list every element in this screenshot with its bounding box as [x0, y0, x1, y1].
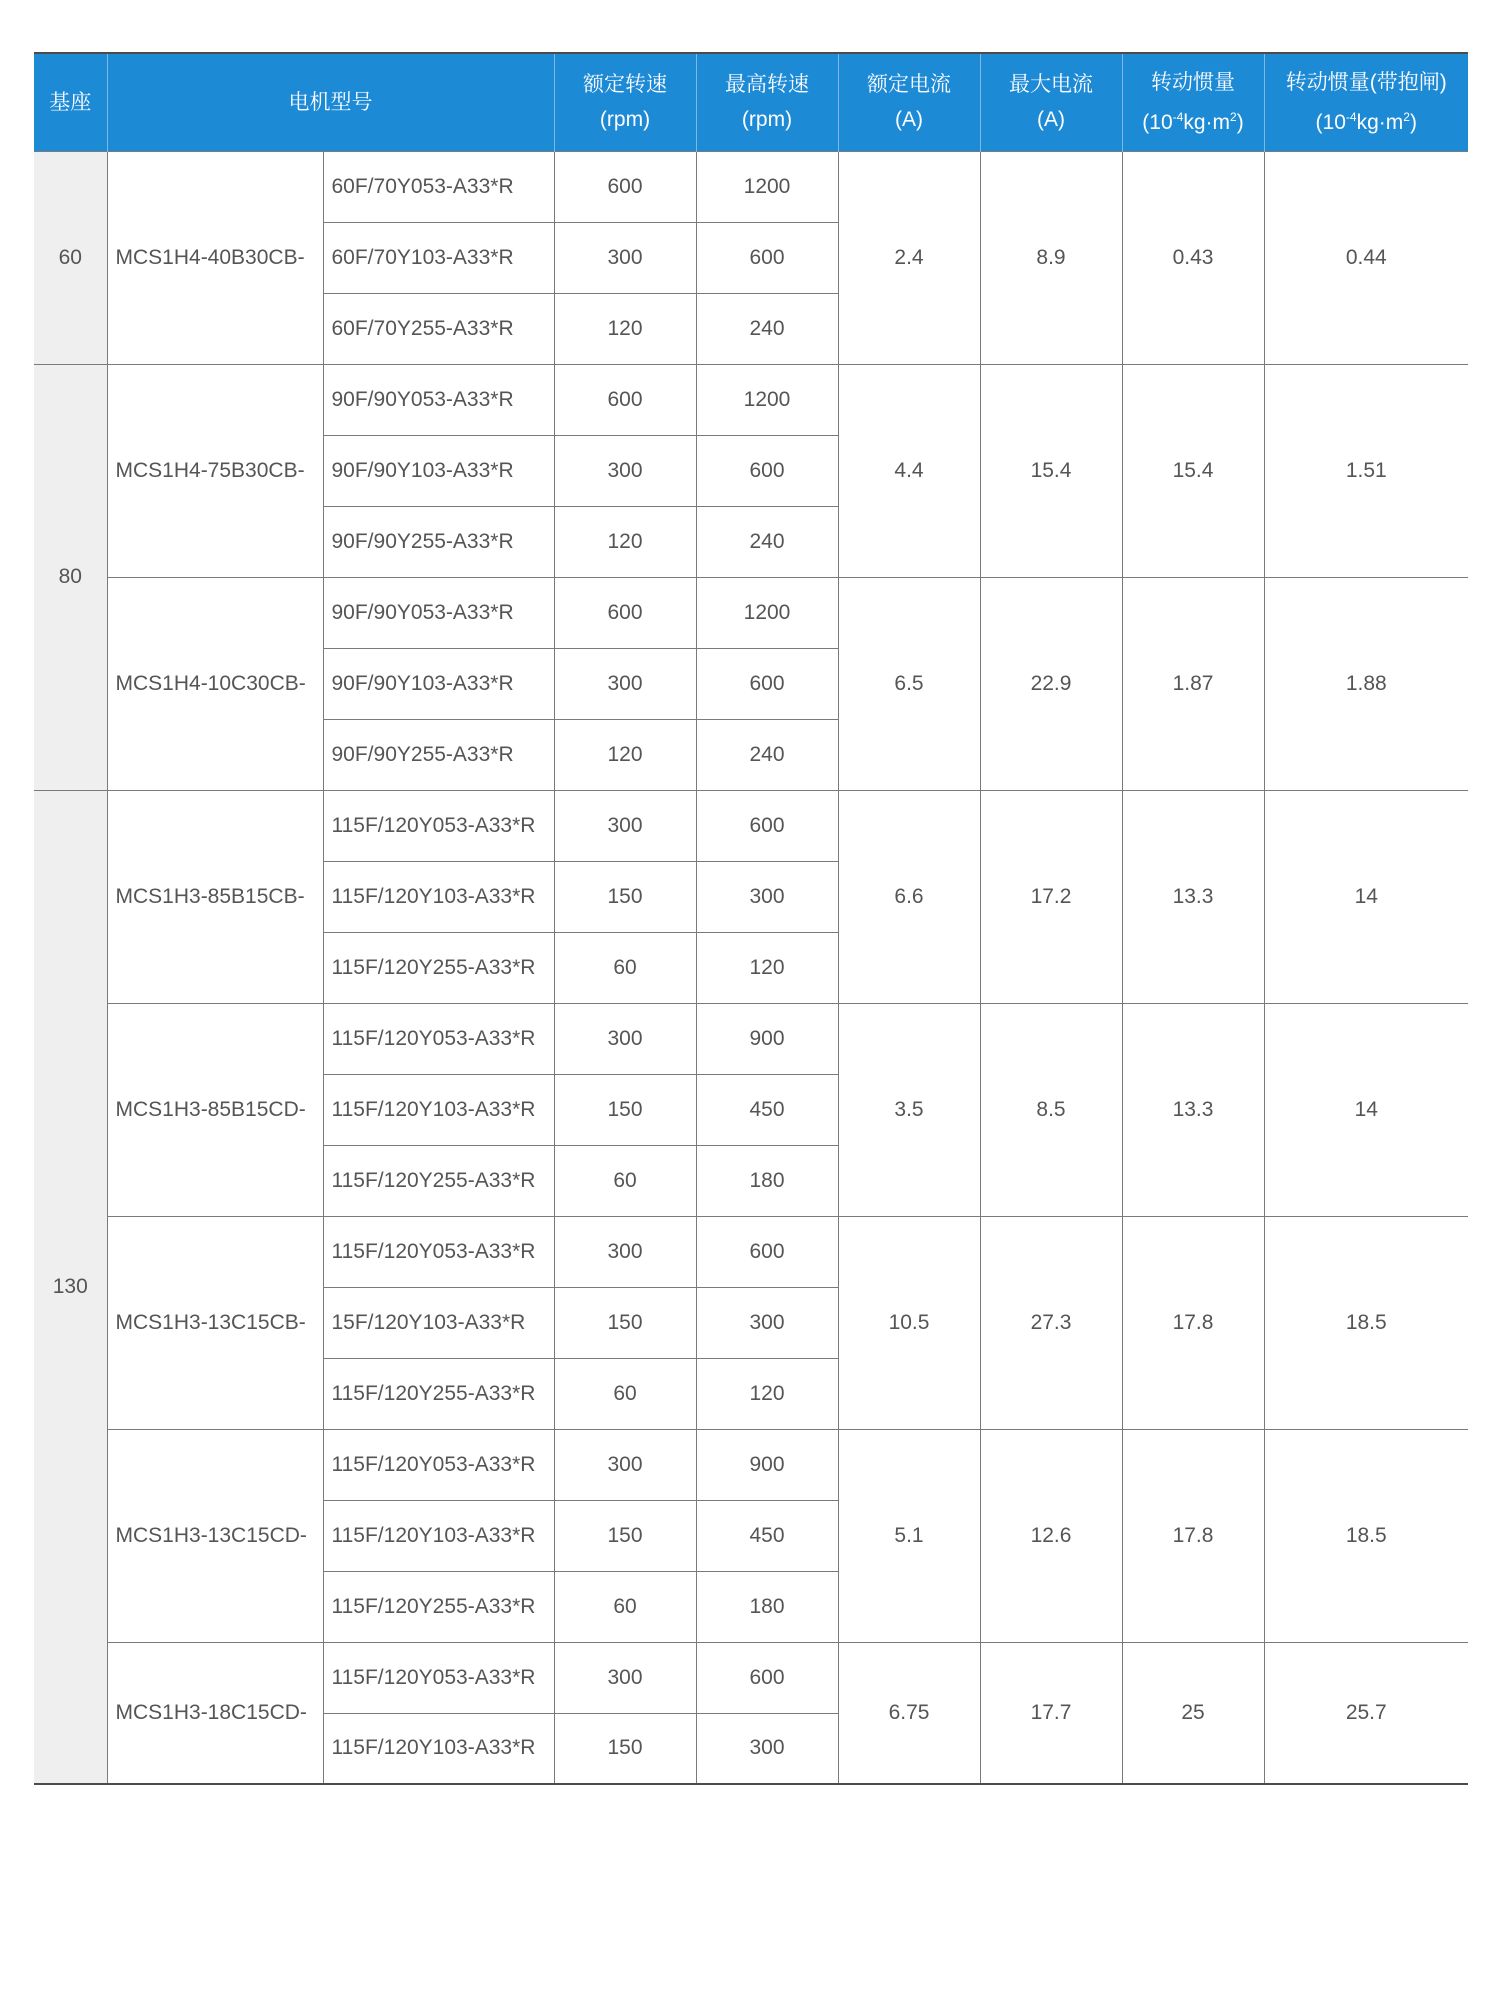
rated-speed-cell: 150	[554, 1074, 696, 1145]
model-cell: MCS1H4-10C30CB-	[107, 577, 323, 790]
table-row	[34, 151, 1468, 222]
rated-speed-cell: 150	[554, 1500, 696, 1571]
table-header	[34, 53, 1468, 151]
suffix-cell: 115F/120Y053-A33*R	[323, 1642, 554, 1713]
rated-speed-cell: 300	[554, 1429, 696, 1500]
inertia-cell: 13.3	[1122, 1003, 1264, 1216]
max-speed-cell: 300	[696, 1713, 838, 1784]
rated-speed-cell: 600	[554, 364, 696, 435]
max-speed-cell: 1200	[696, 577, 838, 648]
inertia-brake-cell: 14	[1264, 1003, 1468, 1216]
max-speed-cell: 1200	[696, 151, 838, 222]
inertia-cell: 17.8	[1122, 1429, 1264, 1642]
table-row	[34, 1216, 1468, 1287]
base-cell: 130	[34, 790, 107, 1784]
table-row	[34, 1642, 1468, 1713]
inertia-brake-cell: 18.5	[1264, 1216, 1468, 1429]
suffix-cell: 115F/120Y103-A33*R	[323, 1713, 554, 1784]
suffix-cell: 115F/120Y053-A33*R	[323, 1429, 554, 1500]
suffix-cell: 115F/120Y255-A33*R	[323, 1571, 554, 1642]
suffix-cell: 115F/120Y255-A33*R	[323, 1145, 554, 1216]
rated-speed-cell: 120	[554, 719, 696, 790]
rated-current-cell: 10.5	[838, 1216, 980, 1429]
max-speed-cell: 600	[696, 648, 838, 719]
suffix-cell: 15F/120Y103-A33*R	[323, 1287, 554, 1358]
table-row	[34, 1429, 1468, 1500]
header-rated-speed: 额定转速 (rpm)	[554, 53, 696, 151]
rated-speed-cell: 60	[554, 1571, 696, 1642]
model-cell: MCS1H3-85B15CB-	[107, 790, 323, 1003]
rated-current-cell: 6.6	[838, 790, 980, 1003]
max-current-cell: 15.4	[980, 364, 1122, 577]
model-cell: MCS1H3-13C15CB-	[107, 1216, 323, 1429]
max-current-cell: 27.3	[980, 1216, 1122, 1429]
max-speed-cell: 600	[696, 435, 838, 506]
inertia-cell: 25	[1122, 1642, 1264, 1784]
max-speed-cell: 180	[696, 1571, 838, 1642]
max-speed-cell: 1200	[696, 364, 838, 435]
suffix-cell: 115F/120Y053-A33*R	[323, 790, 554, 861]
max-speed-cell: 120	[696, 932, 838, 1003]
max-speed-cell: 180	[696, 1145, 838, 1216]
header-max-speed: 最高转速 (rpm)	[696, 53, 838, 151]
suffix-cell: 115F/120Y255-A33*R	[323, 1358, 554, 1429]
rated-speed-cell: 600	[554, 577, 696, 648]
inertia-brake-cell: 0.44	[1264, 151, 1468, 364]
base-cell: 80	[34, 364, 107, 790]
header-inertia: 转动惯量 $(10^{-4}kg\cdot m^2)$	[1122, 53, 1264, 151]
inertia-cell: 1.87	[1122, 577, 1264, 790]
table-row	[34, 1003, 1468, 1074]
rated-speed-cell: 300	[554, 1642, 696, 1713]
rated-speed-cell: 600	[554, 151, 696, 222]
rated-current-cell: 2.4	[838, 151, 980, 364]
max-speed-cell: 300	[696, 861, 838, 932]
inertia-brake-cell: 25.7	[1264, 1642, 1468, 1784]
base-cell: 60	[34, 151, 107, 364]
rated-current-cell: 3.5	[838, 1003, 980, 1216]
suffix-cell: 90F/90Y103-A33*R	[323, 648, 554, 719]
max-current-cell: 12.6	[980, 1429, 1122, 1642]
suffix-cell: 60F/70Y103-A33*R	[323, 222, 554, 293]
table-row	[34, 577, 1468, 648]
rated-speed-cell: 300	[554, 435, 696, 506]
rated-speed-cell: 60	[554, 1145, 696, 1216]
suffix-cell: 60F/70Y053-A33*R	[323, 151, 554, 222]
suffix-cell: 90F/90Y255-A33*R	[323, 506, 554, 577]
max-speed-cell: 600	[696, 1642, 838, 1713]
inertia-cell: 15.4	[1122, 364, 1264, 577]
inertia-cell: 13.3	[1122, 790, 1264, 1003]
rated-speed-cell: 300	[554, 222, 696, 293]
max-speed-cell: 450	[696, 1074, 838, 1145]
table-body	[34, 151, 1468, 1784]
rated-current-cell: 4.4	[838, 364, 980, 577]
max-speed-cell: 900	[696, 1003, 838, 1074]
rated-speed-cell: 120	[554, 506, 696, 577]
rated-current-cell: 5.1	[838, 1429, 980, 1642]
suffix-cell: 90F/90Y053-A33*R	[323, 364, 554, 435]
max-current-cell: 8.5	[980, 1003, 1122, 1216]
rated-speed-cell: 150	[554, 1287, 696, 1358]
rated-speed-cell: 300	[554, 790, 696, 861]
max-speed-cell: 240	[696, 506, 838, 577]
model-cell: MCS1H3-18C15CD-	[107, 1642, 323, 1784]
motor-spec-table	[34, 52, 1468, 1785]
inertia-brake-cell: 1.88	[1264, 577, 1468, 790]
max-current-cell: 22.9	[980, 577, 1122, 790]
max-speed-cell: 600	[696, 222, 838, 293]
rated-speed-cell: 300	[554, 648, 696, 719]
suffix-cell: 60F/70Y255-A33*R	[323, 293, 554, 364]
rated-speed-cell: 150	[554, 1713, 696, 1784]
inertia-brake-cell: 14	[1264, 790, 1468, 1003]
rated-speed-cell: 60	[554, 1358, 696, 1429]
max-speed-cell: 300	[696, 1287, 838, 1358]
suffix-cell: 115F/120Y103-A33*R	[323, 1074, 554, 1145]
max-current-cell: 17.2	[980, 790, 1122, 1003]
max-speed-cell: 450	[696, 1500, 838, 1571]
max-speed-cell: 600	[696, 1216, 838, 1287]
suffix-cell: 115F/120Y103-A33*R	[323, 861, 554, 932]
model-cell: MCS1H3-13C15CD-	[107, 1429, 323, 1642]
inertia-cell: 17.8	[1122, 1216, 1264, 1429]
suffix-cell: 115F/120Y255-A33*R	[323, 932, 554, 1003]
rated-current-cell: 6.75	[838, 1642, 980, 1784]
suffix-cell: 90F/90Y053-A33*R	[323, 577, 554, 648]
rated-speed-cell: 300	[554, 1003, 696, 1074]
inertia-brake-cell: 1.51	[1264, 364, 1468, 577]
header-rated-current: 额定电流 (A)	[838, 53, 980, 151]
header-inertia-brake: 转动惯量(带抱闸) $(10^{-4}kg\cdot m^2)$	[1264, 53, 1468, 151]
rated-speed-cell: 300	[554, 1216, 696, 1287]
suffix-cell: 115F/120Y053-A33*R	[323, 1216, 554, 1287]
suffix-cell: 90F/90Y103-A33*R	[323, 435, 554, 506]
suffix-cell: 90F/90Y255-A33*R	[323, 719, 554, 790]
max-speed-cell: 600	[696, 790, 838, 861]
model-cell: MCS1H4-40B30CB-	[107, 151, 323, 364]
max-speed-cell: 120	[696, 1358, 838, 1429]
model-cell: MCS1H3-85B15CD-	[107, 1003, 323, 1216]
max-current-cell: 8.9	[980, 151, 1122, 364]
max-current-cell: 17.7	[980, 1642, 1122, 1784]
rated-speed-cell: 60	[554, 932, 696, 1003]
model-cell: MCS1H4-75B30CB-	[107, 364, 323, 577]
table-row	[34, 364, 1468, 435]
header-model: 电机型号	[107, 53, 554, 151]
rated-current-cell: 6.5	[838, 577, 980, 790]
rated-speed-cell: 120	[554, 293, 696, 364]
max-speed-cell: 240	[696, 293, 838, 364]
suffix-cell: 115F/120Y103-A33*R	[323, 1500, 554, 1571]
inertia-brake-cell: 18.5	[1264, 1429, 1468, 1642]
inertia-cell: 0.43	[1122, 151, 1264, 364]
suffix-cell: 115F/120Y053-A33*R	[323, 1003, 554, 1074]
max-speed-cell: 240	[696, 719, 838, 790]
rated-speed-cell: 150	[554, 861, 696, 932]
header-max-current: 最大电流 (A)	[980, 53, 1122, 151]
table-row	[34, 790, 1468, 861]
header-base: 基座	[34, 53, 107, 151]
max-speed-cell: 900	[696, 1429, 838, 1500]
